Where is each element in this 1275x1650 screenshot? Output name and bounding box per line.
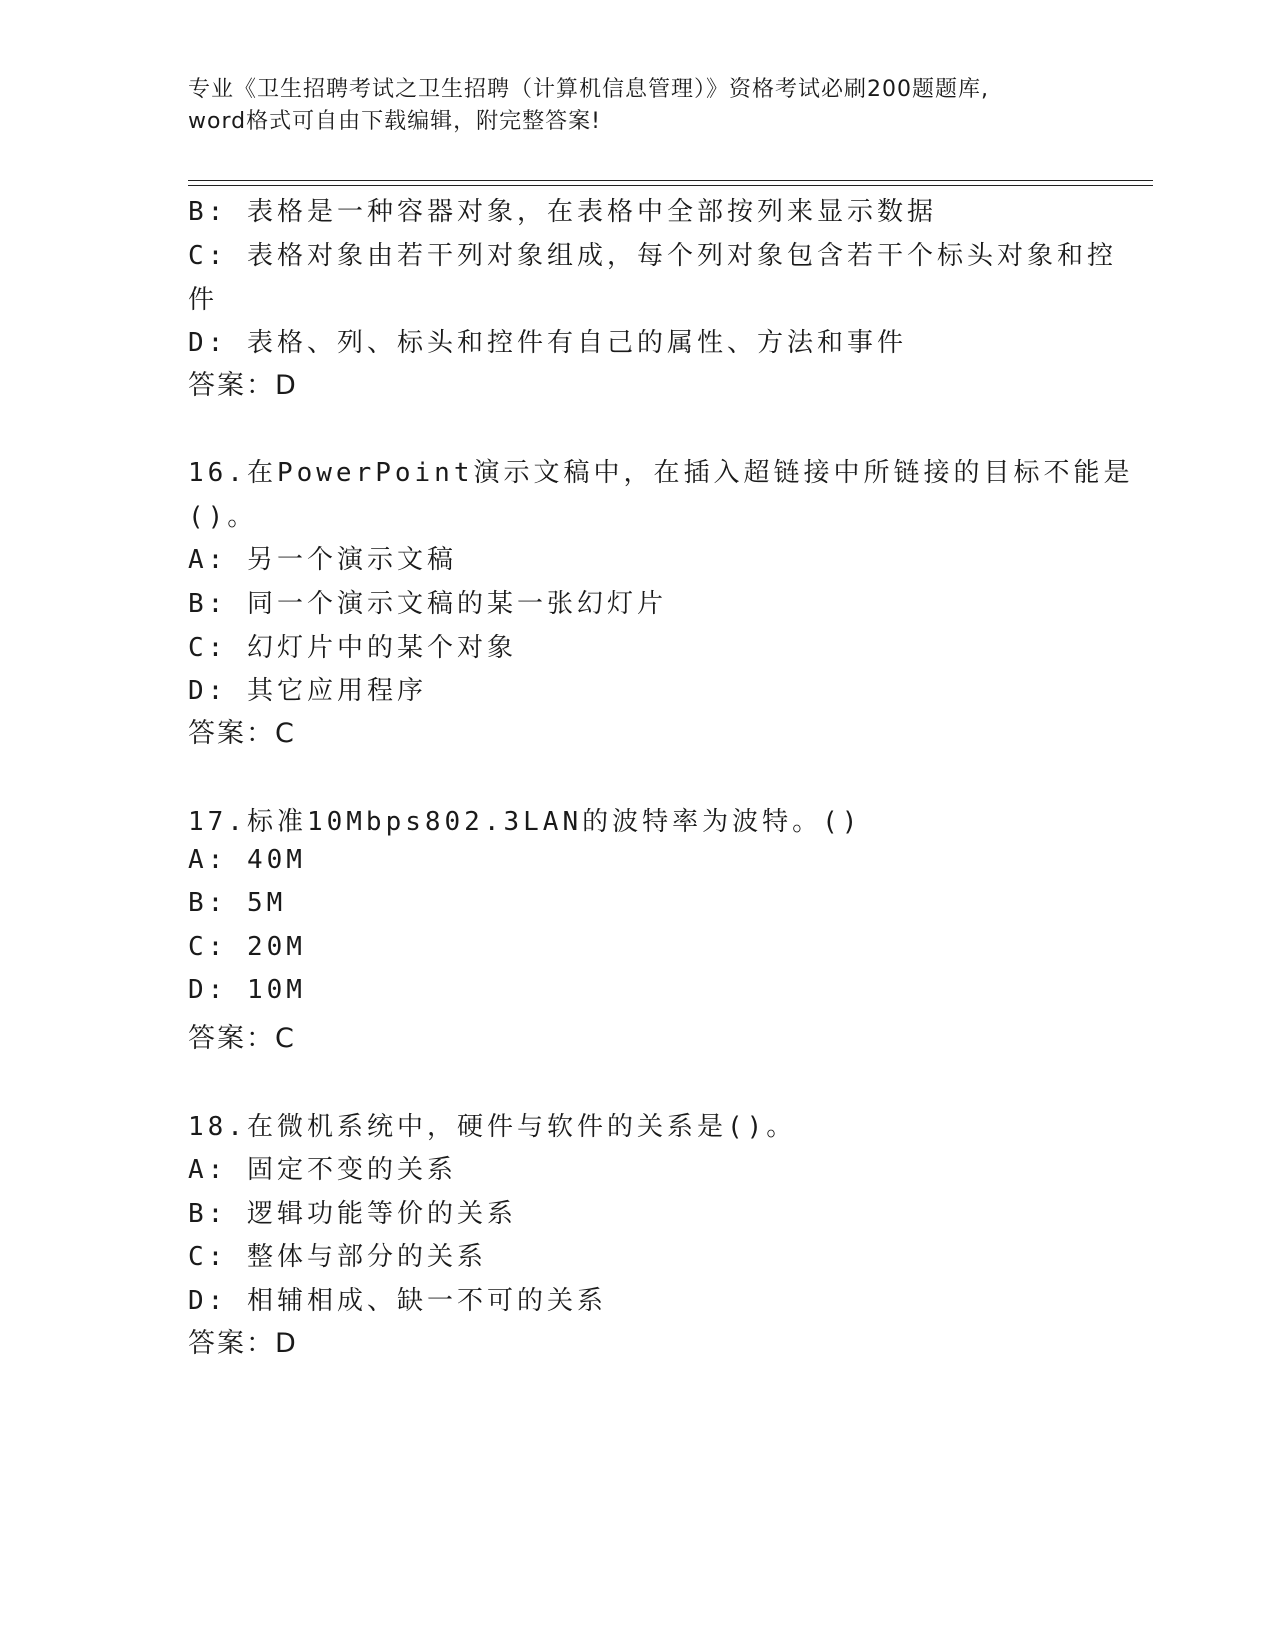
- q18-stem: 18.在微机系统中，硬件与软件的关系是()。: [188, 1112, 797, 1142]
- q16-stem-line2: ()。: [188, 502, 258, 532]
- q17-answer: 答案：C: [188, 1023, 296, 1054]
- q17-option-c: C: 20M: [188, 932, 306, 962]
- q15-option-d: D: 表格、列、标头和控件有自己的属性、方法和事件: [188, 328, 907, 358]
- q18-option-b: B: 逻辑功能等价的关系: [188, 1199, 517, 1229]
- q15-option-c-line1: C: 表格对象由若干列对象组成，每个列对象包含若干个标头对象和控: [188, 241, 1117, 271]
- q17-option-b: B: 5M: [188, 888, 287, 918]
- q17-option-a: A: 40M: [188, 845, 306, 875]
- q18-option-a: A: 固定不变的关系: [188, 1155, 457, 1185]
- q17-stem: 17.标准10Mbps802.3LAN的波特率为波特。(): [188, 807, 862, 837]
- q15-answer: 答案：D: [188, 370, 298, 401]
- q15-option-c-line2: 件: [188, 285, 219, 315]
- q16-option-c: C: 幻灯片中的某个对象: [188, 633, 517, 663]
- q18-answer: 答案：D: [188, 1328, 298, 1359]
- q18-option-c: C: 整体与部分的关系: [188, 1242, 487, 1272]
- document-header: [188, 74, 1088, 138]
- q16-option-b: B: 同一个演示文稿的某一张幻灯片: [188, 589, 667, 619]
- q18-option-d: D: 相辅相成、缺一不可的关系: [188, 1286, 607, 1316]
- q16-stem-line1: 16.在PowerPoint演示文稿中，在插入超链接中所链接的目标不能是: [188, 458, 1134, 488]
- header-divider-bottom: [188, 185, 1153, 186]
- q16-option-a: A: 另一个演示文稿: [188, 545, 457, 575]
- q16-answer: 答案：C: [188, 718, 296, 749]
- q16-option-d: D: 其它应用程序: [188, 676, 427, 706]
- header-line-2: word格式可自由下载编辑，附完整答案!: [188, 109, 601, 134]
- q17-option-d: D: 10M: [188, 975, 306, 1005]
- header-line-1: 专业《卫生招聘考试之卫生招聘（计算机信息管理）》资格考试必刷200题题库,: [188, 77, 989, 102]
- q15-option-b: B: 表格是一种容器对象，在表格中全部按列来显示数据: [188, 197, 937, 227]
- header-divider-top: [188, 180, 1153, 181]
